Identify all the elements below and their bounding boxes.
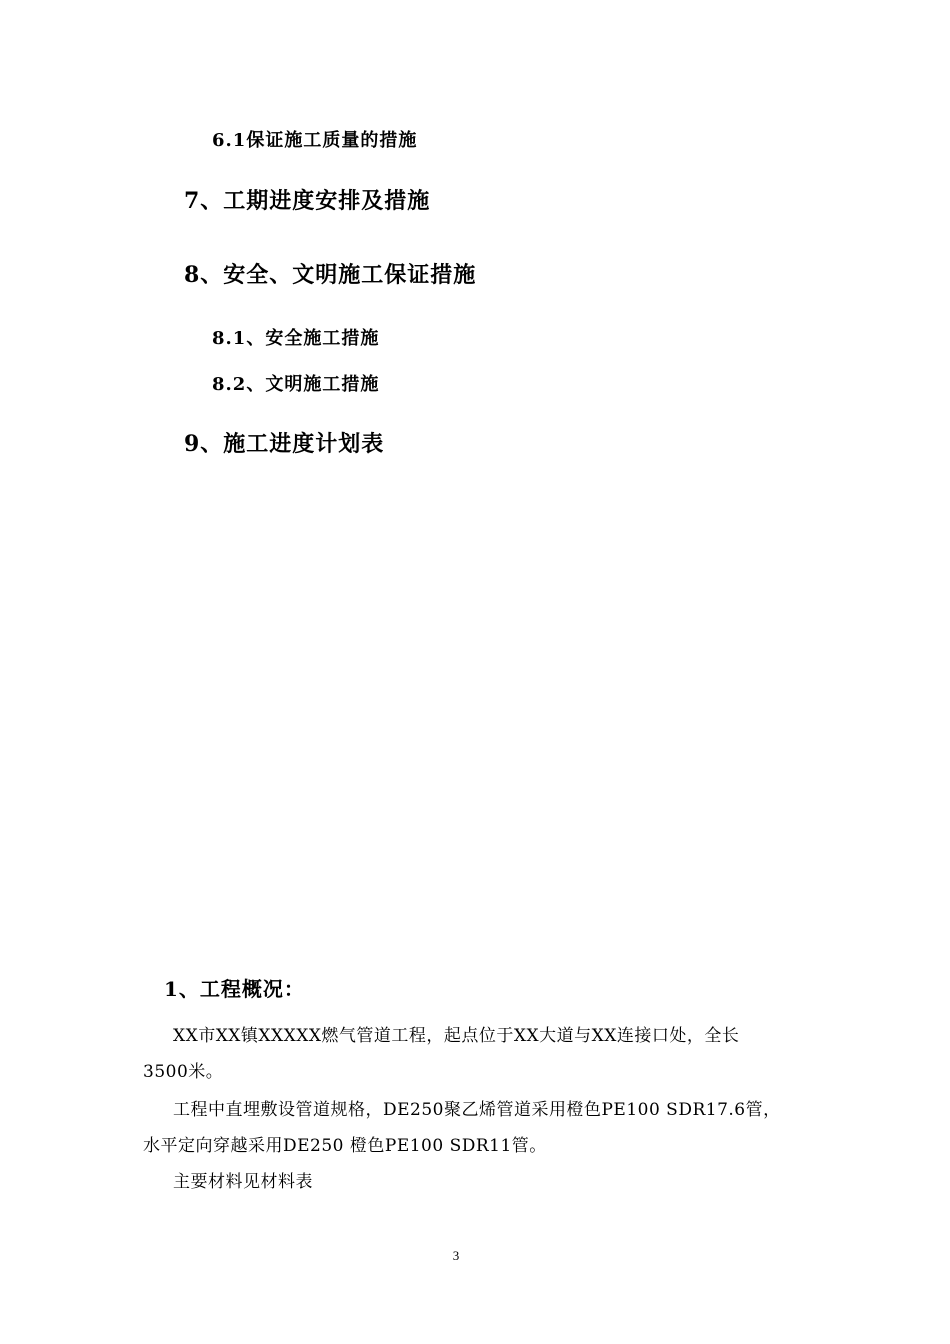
toc-item-8: 8、安全、文明施工保证措施 <box>184 262 477 288</box>
paragraph-line: 水平定向穿越采用DE250 橙色PE100 SDR11管。 <box>143 1136 547 1156</box>
toc-item-6-1: 6.1保证施工质量的措施 <box>212 130 418 151</box>
page-number: 3 <box>452 1248 460 1263</box>
toc-item-7: 7、工期进度安排及措施 <box>184 188 431 214</box>
paragraph-line: XX市XX镇XXXXX燃气管道工程，起点位于XX大道与XX连接口处，全长 <box>173 1026 740 1046</box>
section-heading-project-overview: 1、工程概况： <box>164 977 305 1001</box>
toc-item-8-1: 8.1、安全施工措施 <box>212 328 380 349</box>
paragraph-line: 主要材料见材料表 <box>173 1172 313 1192</box>
paragraph-line: 工程中直埋敷设管道规格，DE250聚乙烯管道采用橙色PE100 SDR17.6管， <box>173 1100 781 1120</box>
paragraph-line: 3500米。 <box>143 1062 224 1082</box>
toc-item-8-2: 8.2、文明施工措施 <box>212 374 380 395</box>
toc-item-9: 9、施工进度计划表 <box>184 431 385 457</box>
